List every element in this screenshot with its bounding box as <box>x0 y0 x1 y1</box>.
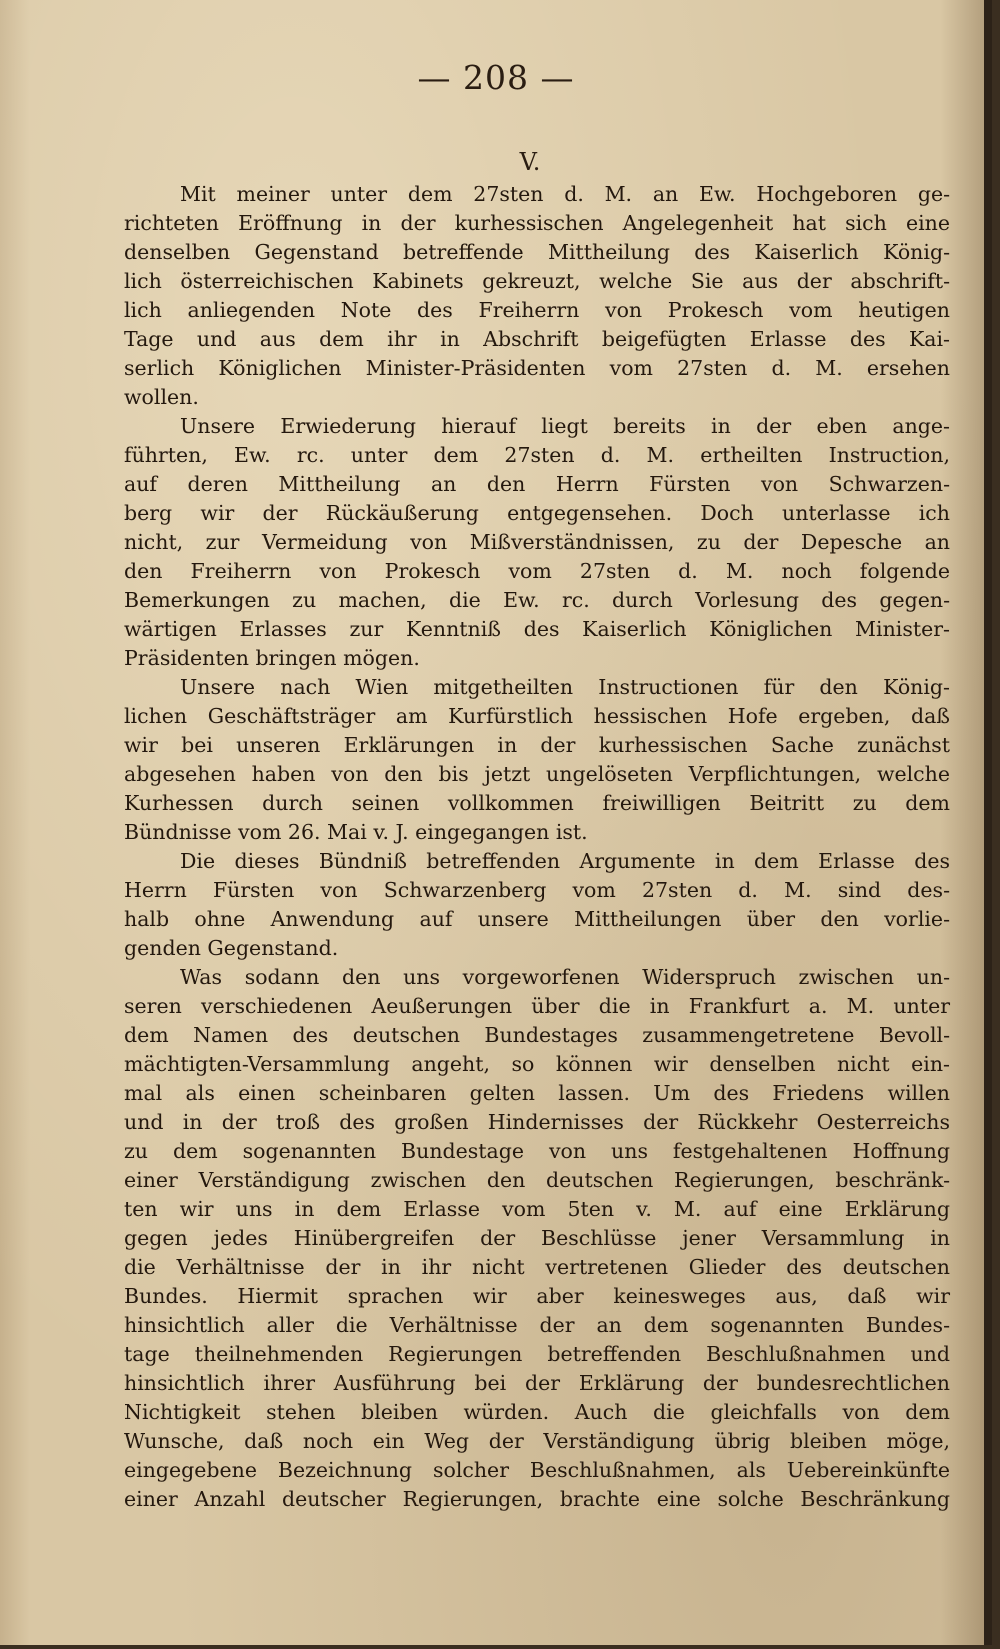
text-line: lich anliegenden Note des Freiherrn von Prokesch vom heutigen <box>124 298 950 322</box>
paragraph <box>124 180 950 412</box>
text-line: den Freiherrn von Prokesch vom 27sten d. M. noch folgende <box>124 559 950 583</box>
text-line: Unsere Erwiederung hierauf liegt bereits in der eben ange- <box>180 414 950 438</box>
text-line: einer Anzahl deutscher Regierungen, brachte eine solche Beschränkung <box>124 1487 950 1511</box>
text-line: Bündnisse vom 26. Mai v. J. eingegangen ist. <box>124 820 588 844</box>
text-line: hinsichtlich ihrer Ausführung bei der Erklärung der bundesrechtlichen <box>124 1371 950 1395</box>
text-line: eingegebene Bezeichnung solcher Beschlußnahmen, als Uebereinkünfte <box>124 1458 950 1482</box>
text-line: nicht, zur Vermeidung von Mißverständnissen, zu der Depesche an <box>124 530 950 554</box>
text-line: auf deren Mittheilung an den Herrn Fürsten von Schwarzen- <box>124 472 950 496</box>
text-line: Tage und aus dem ihr in Abschrift beigefügten Erlasse des Kai- <box>124 327 950 351</box>
text-line: Kurhessen durch seinen vollkommen freiwilligen Beitritt zu dem <box>124 791 950 815</box>
text-line: hinsichtlich aller die Verhältnisse der an dem sogenannten Bundes- <box>124 1313 950 1337</box>
text-line: berg wir der Rückäußerung entgegensehen. Doch unterlasse ich <box>124 501 950 525</box>
text-line: Unsere nach Wien mitgetheilten Instructionen für den König- <box>180 675 950 699</box>
text-line: seren verschiedenen Aeußerungen über die in Frankfurt a. M. unter <box>124 994 950 1018</box>
text-line: halb ohne Anwendung auf unsere Mittheilungen über den vorlie- <box>124 907 950 931</box>
text-line: lichen Geschäftsträger am Kurfürstlich hessischen Hofe ergeben, daß <box>124 704 950 728</box>
text-line: führten, Ew. rc. unter dem 27sten d. M. ertheilten Instruction, <box>124 443 950 467</box>
text-line: abgesehen haben von den bis jetzt ungelöseten Verpflichtungen, welche <box>124 762 950 786</box>
text-line: Was sodann den uns vorgeworfenen Widerspruch zwischen un- <box>180 965 950 989</box>
paragraph <box>124 673 950 847</box>
text-line: Die dieses Bündniß betreffenden Argumente in dem Erlasse des <box>180 849 950 873</box>
section-numeral: V. <box>519 148 541 176</box>
paragraph <box>124 847 950 963</box>
page-number-header: — 208 — <box>417 58 575 97</box>
text-line: einer Verständigung zwischen den deutschen Regierungen, beschränk- <box>124 1168 950 1192</box>
text-line: Bundes. Hiermit sprachen wir aber keinesweges aus, daß wir <box>124 1284 950 1308</box>
text-line: gegen jedes Hinübergreifen der Beschlüsse jener Versammlung in <box>124 1226 950 1250</box>
text-line: Präsidenten bringen mögen. <box>124 646 420 670</box>
text-line: tage theilnehmenden Regierungen betreffenden Beschlußnahmen und <box>124 1342 950 1366</box>
text-line: wärtigen Erlasses zur Kenntniß des Kaiserlich Königlichen Minister- <box>124 617 950 641</box>
text-line: und in der troß des großen Hindernisses der Rückkehr Oesterreichs <box>124 1110 950 1134</box>
text-line: genden Gegenstand. <box>124 936 339 960</box>
text-line: Nichtigkeit stehen bleiben würden. Auch die gleichfalls von dem <box>124 1400 950 1424</box>
text-line: wollen. <box>124 385 199 409</box>
text-line: Bemerkungen zu machen, die Ew. rc. durch Vorlesung des gegen- <box>124 588 950 612</box>
text-line: zu dem sogenannten Bundestage von uns festgehaltenen Hoffnung <box>124 1139 950 1163</box>
body-text <box>124 180 950 1514</box>
text-line: Mit meiner unter dem 27sten d. M. an Ew. Hochgeboren ge- <box>180 182 950 206</box>
text-line: dem Namen des deutschen Bundestages zusammengetretene Bevoll- <box>124 1023 950 1047</box>
text-line: denselben Gegenstand betreffende Mittheilung des Kaiserlich König- <box>124 240 950 264</box>
text-line: wir bei unseren Erklärungen in der kurhessischen Sache zunächst <box>124 733 950 757</box>
text-line: serlich Königlichen Minister-Präsidenten vom 27sten d. M. ersehen <box>124 356 950 380</box>
paragraph <box>124 963 950 1514</box>
text-line: lich österreichischen Kabinets gekreuzt, welche Sie aus der abschrift- <box>124 269 950 293</box>
paragraph <box>124 412 950 673</box>
text-line: mal als einen scheinbaren gelten lassen. Um des Friedens willen <box>124 1081 950 1105</box>
text-line: die Verhältnisse der in ihr nicht vertretenen Glieder des deutschen <box>124 1255 950 1279</box>
text-line: mächtigten-Versammlung angeht, so können wir denselben nicht ein- <box>124 1052 950 1076</box>
text-line: Herrn Fürsten von Schwarzenberg vom 27sten d. M. sind des- <box>124 878 950 902</box>
text-line: Wunsche, daß noch ein Weg der Verständigung übrig bleiben möge, <box>124 1429 950 1453</box>
text-line: richteten Eröffnung in der kurhessischen Angelegenheit hat sich eine <box>124 211 950 235</box>
text-line: ten wir uns in dem Erlasse vom 5ten v. M. auf eine Erklärung <box>124 1197 950 1221</box>
